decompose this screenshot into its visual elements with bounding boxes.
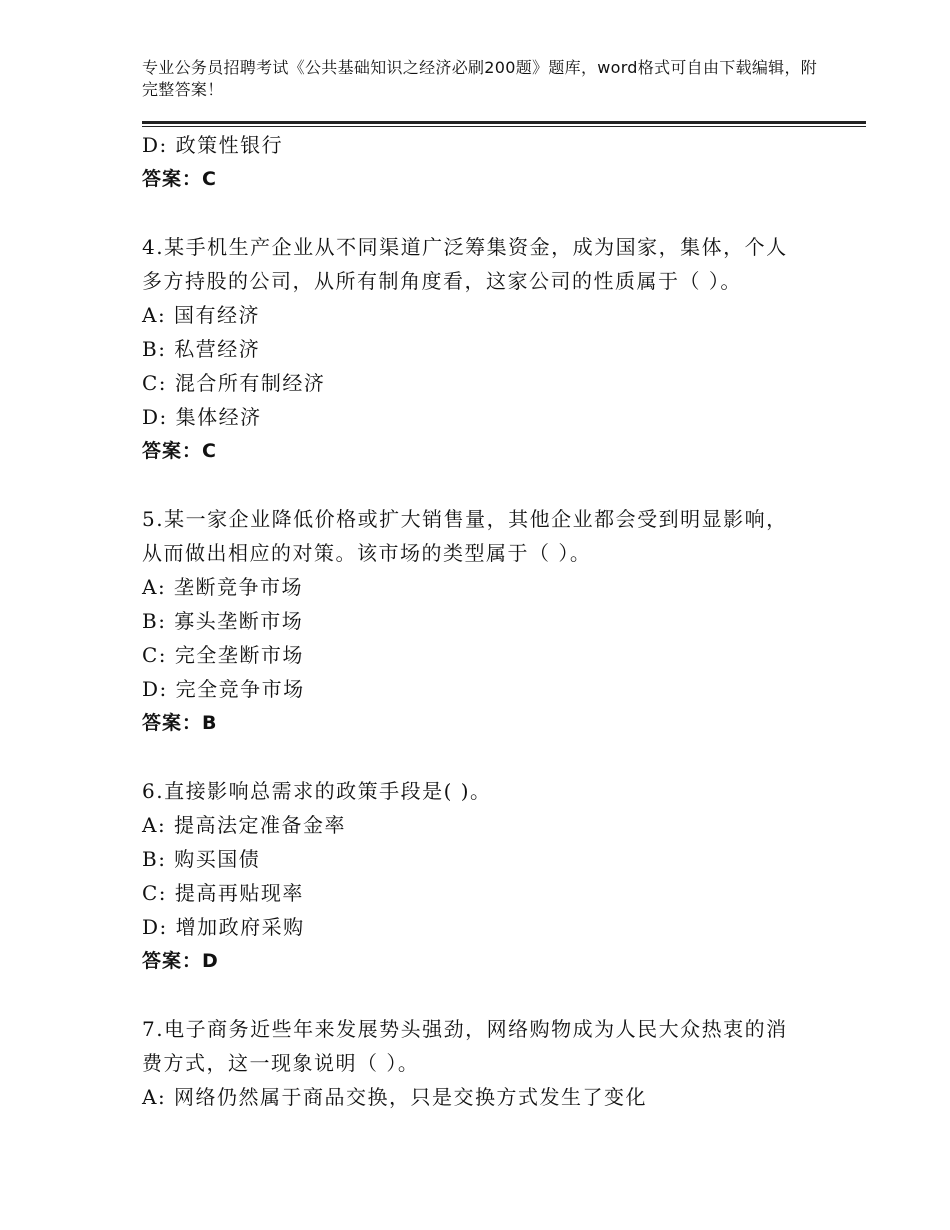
question-stem-line: 多方持股的公司，从所有制角度看，这家公司的性质属于（ ）。 bbox=[142, 269, 742, 293]
option-row bbox=[142, 910, 822, 944]
option-label: D: bbox=[142, 677, 168, 701]
question-5 bbox=[142, 502, 822, 740]
question-stem-line: 7.电子商务近些年来发展势头强劲，网络购物成为人民大众热衷的消 bbox=[142, 1017, 788, 1041]
option-label: D: bbox=[142, 405, 168, 429]
answer-line: 答案：C bbox=[142, 440, 217, 462]
option-text: 政策性银行 bbox=[175, 133, 284, 157]
question-stem bbox=[142, 1012, 822, 1080]
spacer bbox=[142, 740, 822, 774]
option-row bbox=[142, 128, 822, 162]
option-label: B: bbox=[142, 609, 167, 633]
answer-line: 答案：B bbox=[142, 712, 218, 734]
question-stem-line: 费方式，这一现象说明（ ）。 bbox=[142, 1051, 420, 1075]
option-text: 完全竞争市场 bbox=[175, 677, 305, 701]
question-stem bbox=[142, 774, 822, 808]
option-text: 垄断竞争市场 bbox=[174, 575, 304, 599]
option-label: D: bbox=[142, 915, 168, 939]
option-label: C: bbox=[142, 881, 168, 905]
option-text: 国有经济 bbox=[174, 303, 261, 327]
option-row bbox=[142, 400, 822, 434]
option-text: 私营经济 bbox=[174, 337, 261, 361]
option-text: 集体经济 bbox=[175, 405, 262, 429]
option-text: 提高法定准备金率 bbox=[174, 813, 347, 837]
option-row bbox=[142, 842, 822, 876]
option-label: C: bbox=[142, 643, 168, 667]
option-text: 增加政府采购 bbox=[175, 915, 305, 939]
option-text: 寡头垄断市场 bbox=[174, 609, 304, 633]
answer-line: 答案：C bbox=[142, 168, 217, 190]
document-header: 专业公务员招聘考试《公共基础知识之经济必刷200题》题库，word格式可自由下载编辑，附完整答案！ bbox=[142, 58, 818, 99]
option-row bbox=[142, 672, 822, 706]
question-stem-line: 6.直接影响总需求的政策手段是( )。 bbox=[142, 779, 492, 803]
option-row bbox=[142, 808, 822, 842]
question-7 bbox=[142, 1012, 822, 1114]
question-3-tail bbox=[142, 128, 822, 196]
option-label: A: bbox=[142, 303, 167, 327]
question-4 bbox=[142, 230, 822, 468]
option-label: A: bbox=[142, 813, 167, 837]
option-row bbox=[142, 298, 822, 332]
option-row bbox=[142, 1080, 822, 1114]
question-list bbox=[142, 128, 822, 1114]
option-text: 混合所有制经济 bbox=[174, 371, 326, 395]
header-rule-thick bbox=[142, 121, 866, 124]
option-text: 完全垄断市场 bbox=[174, 643, 304, 667]
question-stem bbox=[142, 230, 822, 298]
option-text: 提高再贴现率 bbox=[174, 881, 304, 905]
header-rule-thin bbox=[142, 126, 866, 127]
question-stem-line: 从而做出相应的对策。该市场的类型属于（ ）。 bbox=[142, 541, 592, 565]
option-row bbox=[142, 366, 822, 400]
question-stem bbox=[142, 502, 822, 570]
option-text: 网络仍然属于商品交换，只是交换方式发生了变化 bbox=[174, 1085, 648, 1109]
option-label: D: bbox=[142, 133, 168, 157]
option-label: B: bbox=[142, 337, 167, 361]
option-label: A: bbox=[142, 1085, 167, 1109]
option-row bbox=[142, 570, 822, 604]
option-row bbox=[142, 332, 822, 366]
question-stem-line: 4.某手机生产企业从不同渠道广泛筹集资金，成为国家，集体，个人 bbox=[142, 235, 788, 259]
option-row bbox=[142, 876, 822, 910]
option-label: A: bbox=[142, 575, 167, 599]
option-label: B: bbox=[142, 847, 167, 871]
option-row bbox=[142, 604, 822, 638]
question-6 bbox=[142, 774, 822, 978]
spacer bbox=[142, 468, 822, 502]
answer-line: 答案：D bbox=[142, 950, 219, 972]
option-text: 购买国债 bbox=[174, 847, 261, 871]
option-row bbox=[142, 638, 822, 672]
spacer bbox=[142, 978, 822, 1012]
option-label: C: bbox=[142, 371, 168, 395]
spacer bbox=[142, 196, 822, 230]
question-stem-line: 5.某一家企业降低价格或扩大销售量，其他企业都会受到明显影响， bbox=[142, 507, 788, 531]
